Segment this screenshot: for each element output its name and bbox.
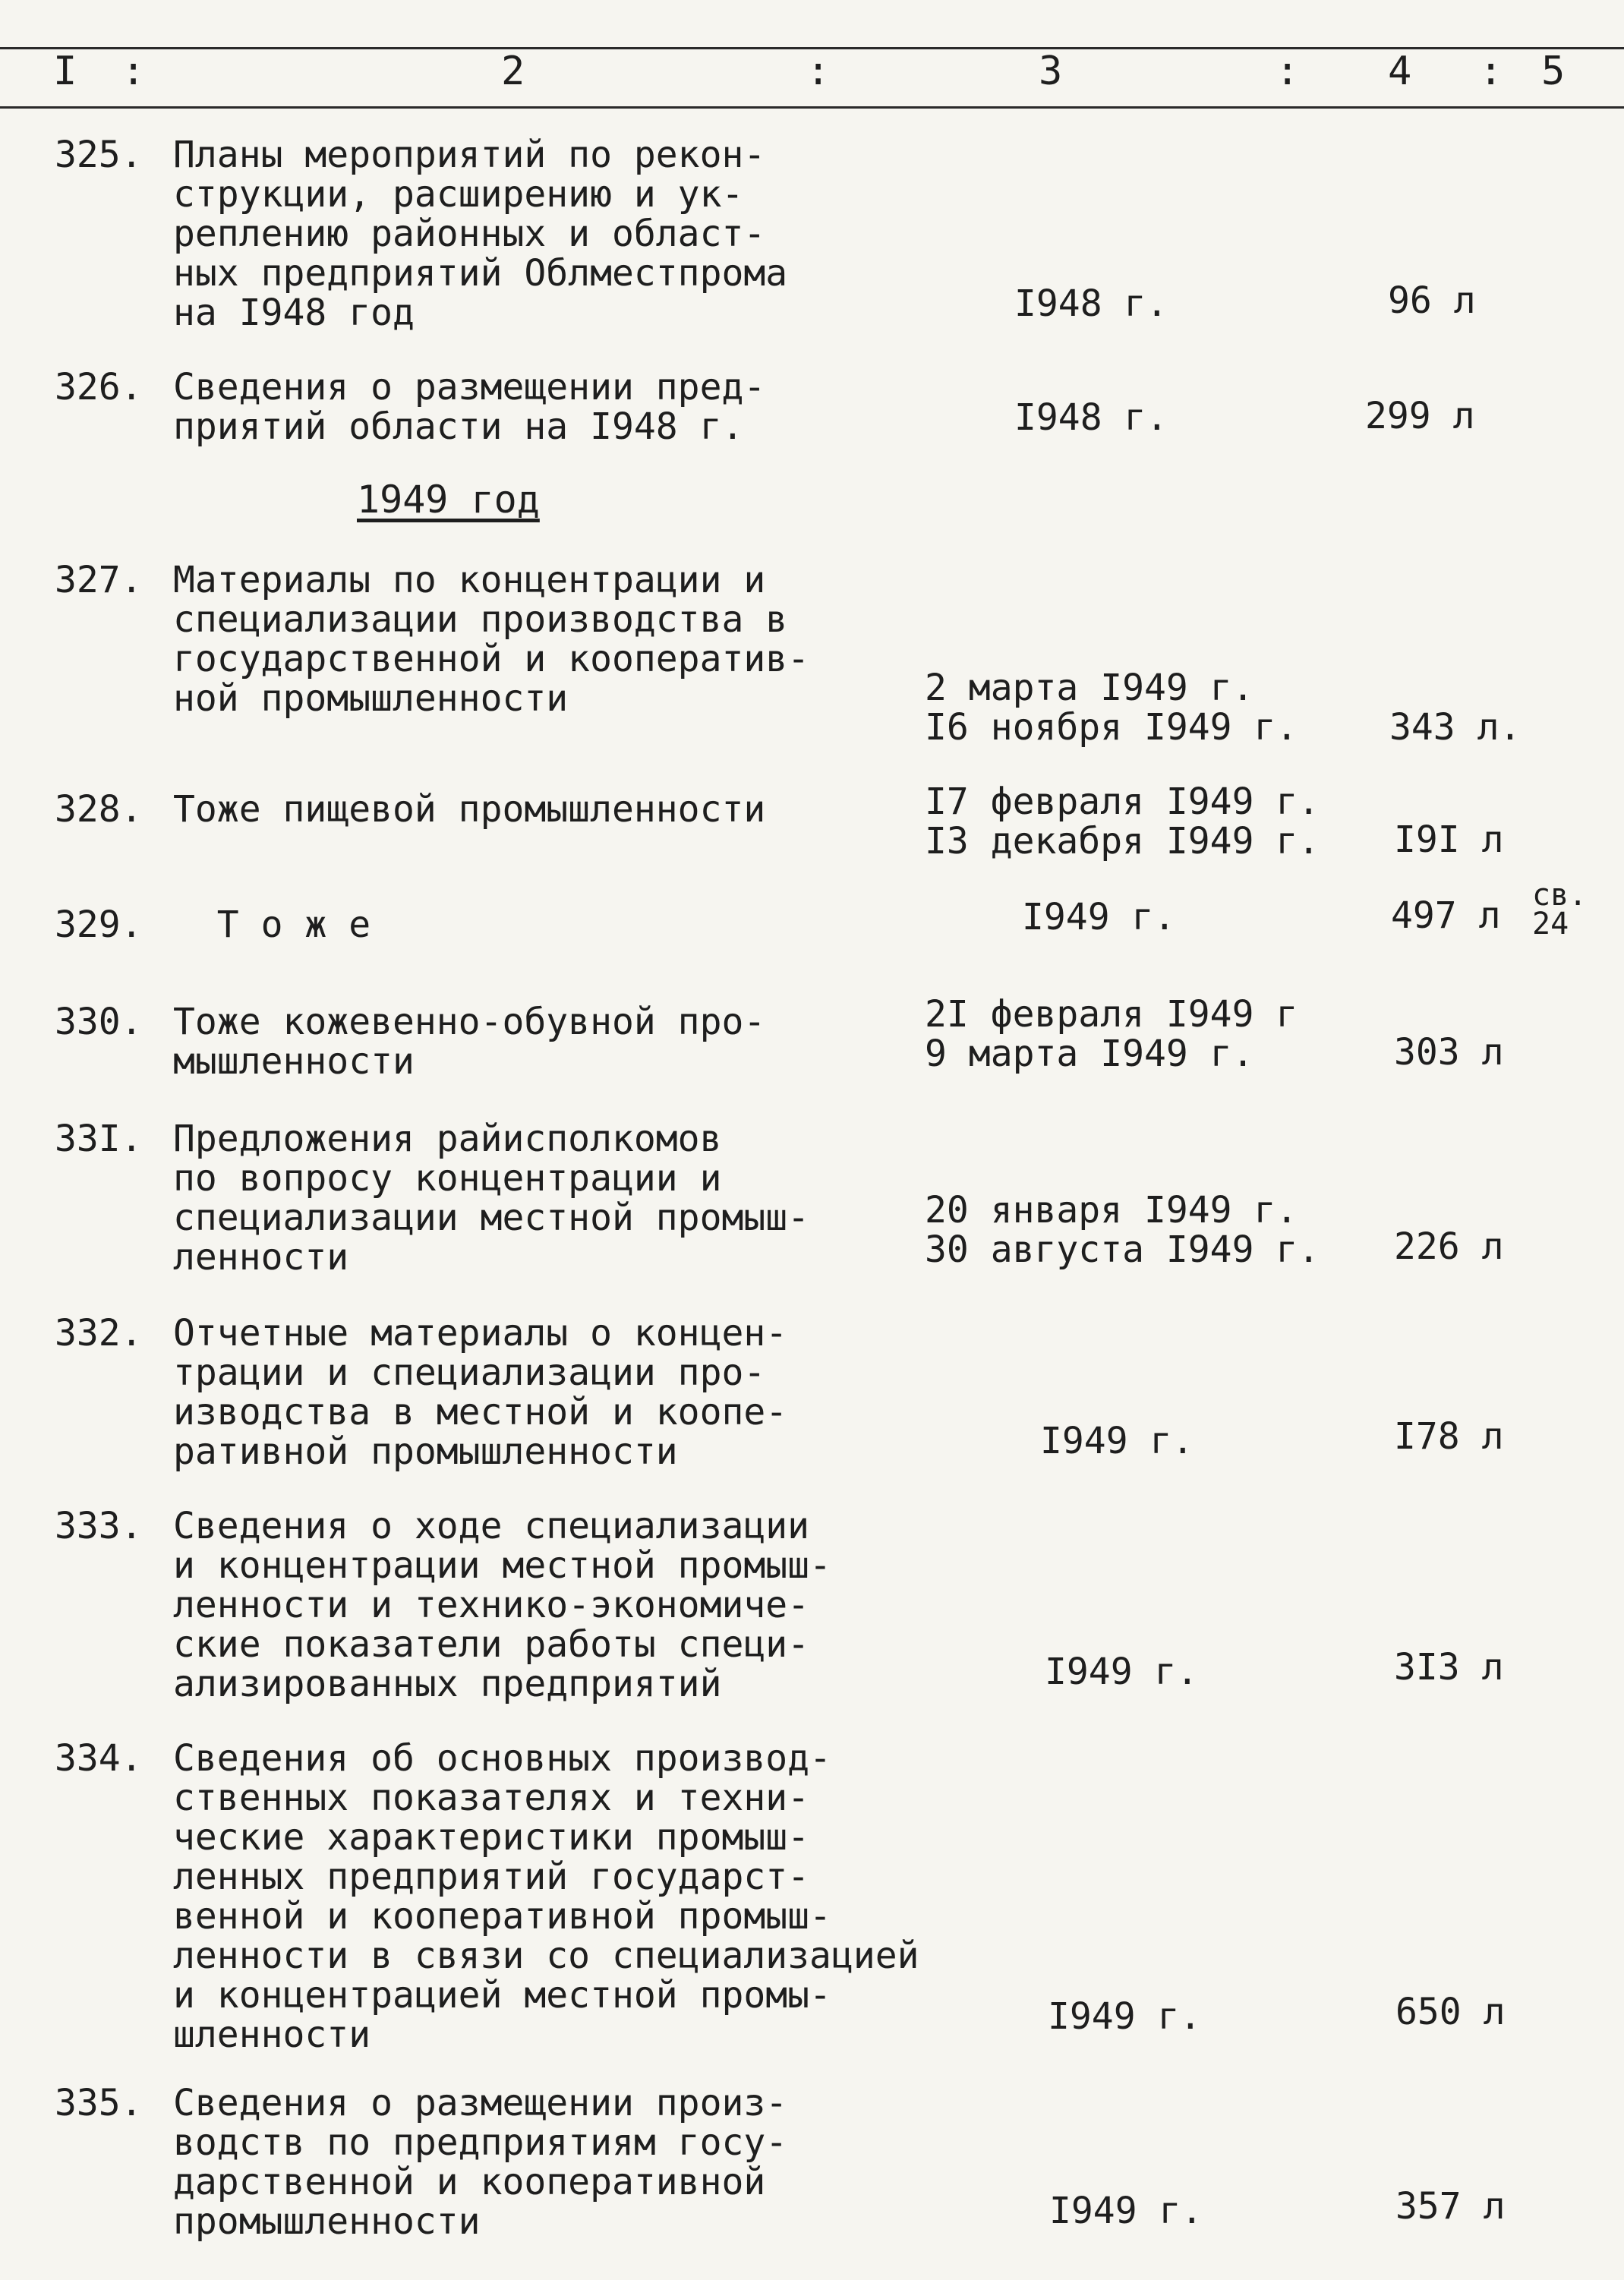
header-underline xyxy=(0,106,1624,109)
header-col-2: 2 xyxy=(501,49,525,94)
entry-description: Сведения о размещении пред- приятий области на I948 г. xyxy=(173,366,766,448)
entry-description: Сведения о размещении произ- водств по предприятиям госу- дарственной и кооперативной промышленности xyxy=(173,2082,788,2243)
entry-description: Т о ж е xyxy=(173,903,371,946)
entry-dates: 2I февраля I949 г 9 марта I949 г. xyxy=(925,993,1298,1075)
entry-number: 326. xyxy=(55,366,143,408)
header-col-3: 3 xyxy=(1039,49,1063,94)
entry-sheets: 226 л xyxy=(1394,1225,1504,1268)
entry-sheets: I9I л xyxy=(1394,818,1504,861)
entry-description: Тоже пищевой промышленности xyxy=(173,788,766,831)
entry-sheets: I78 л xyxy=(1394,1415,1504,1458)
entry-dates: I949 г. xyxy=(1049,2190,1203,2232)
entry-number: 333. xyxy=(55,1505,143,1547)
entry-number: 325. xyxy=(55,134,143,176)
entry-dates: 2 марта I949 г. I6 ноября I949 г. xyxy=(925,667,1298,749)
entry-sheets: 343 л. xyxy=(1389,706,1522,749)
entry-number: 33I. xyxy=(55,1118,143,1160)
entry-dates: I948 г. xyxy=(1014,396,1168,439)
entry-description: Тоже кожевенно-обувной про- мышленности xyxy=(173,1001,766,1083)
margin-note-line: 24 xyxy=(1532,907,1569,941)
entry-number: 335. xyxy=(55,2082,143,2124)
entry-description: Планы мероприятий по рекон- струкции, расширению и ук- реплению районных и област- ных предприятий Облместпрома на I948 год xyxy=(173,134,788,334)
entry-dates: I948 г. xyxy=(1014,282,1168,325)
entry-description: Предложения райисполкомов по вопросу концентрации и специализации местной промыш- ленности xyxy=(173,1118,810,1279)
header-separator: : xyxy=(121,49,146,94)
entry-description: Сведения о ходе специализации и концентрации местной промыш- ленности и технико-экономиче- ские показатели работы специ- ализированных предприятий xyxy=(173,1505,831,1705)
entry-description: Материалы по концентрации и специализации производства в государственной и кооператив- ной промышленности xyxy=(173,559,810,720)
margin-note-line: св. xyxy=(1532,878,1588,913)
entry-sheets: 3I3 л xyxy=(1394,1646,1504,1689)
header-col-1: I xyxy=(53,49,77,94)
entry-number: 329. xyxy=(55,903,143,946)
entry-sheets: 357 л xyxy=(1395,2185,1506,2228)
entry-sheets: 497 л xyxy=(1391,894,1501,937)
entry-dates: I949 г. xyxy=(1022,896,1176,938)
entry-dates: I949 г. xyxy=(1040,1420,1194,1462)
entry-number: 332. xyxy=(55,1312,143,1354)
entry-number: 334. xyxy=(55,1737,143,1780)
year-heading: 1949 год xyxy=(357,478,540,522)
entry-dates: I949 г. xyxy=(1048,1995,1202,2038)
header-col-5: 5 xyxy=(1541,49,1566,94)
entry-sheets: 303 л xyxy=(1394,1031,1504,1074)
header-separator: : xyxy=(1276,49,1300,94)
entry-dates: 20 января I949 г. 30 августа I949 г. xyxy=(925,1189,1320,1271)
header-separator: : xyxy=(1479,49,1503,94)
entry-description: Отчетные материалы о концен- трации и специализации про- изводства в местной и коопе- ративной промышленности xyxy=(173,1312,788,1473)
entry-number: 330. xyxy=(55,1001,143,1043)
entry-sheets: 96 л xyxy=(1388,279,1476,322)
header-col-4: 4 xyxy=(1388,49,1412,94)
entry-number: 328. xyxy=(55,788,143,831)
header-separator: : xyxy=(806,49,831,94)
entry-sheets: 650 л xyxy=(1395,1991,1506,2033)
entry-number: 327. xyxy=(55,559,143,601)
entry-dates: I7 февраля I949 г. I3 декабря I949 г. xyxy=(925,780,1320,862)
entry-dates: I949 г. xyxy=(1045,1651,1199,1693)
entry-description: Сведения об основных производ- ственных показателях и техни- ческие характеристики промыш- ленных предприятий государст- венной и кооперативной промыш- ленности в связи со специализацией и концентрацией местной промы- шленности xyxy=(173,1737,919,2056)
margin-note xyxy=(1532,878,1588,941)
entry-sheets: 299 л xyxy=(1365,395,1475,437)
